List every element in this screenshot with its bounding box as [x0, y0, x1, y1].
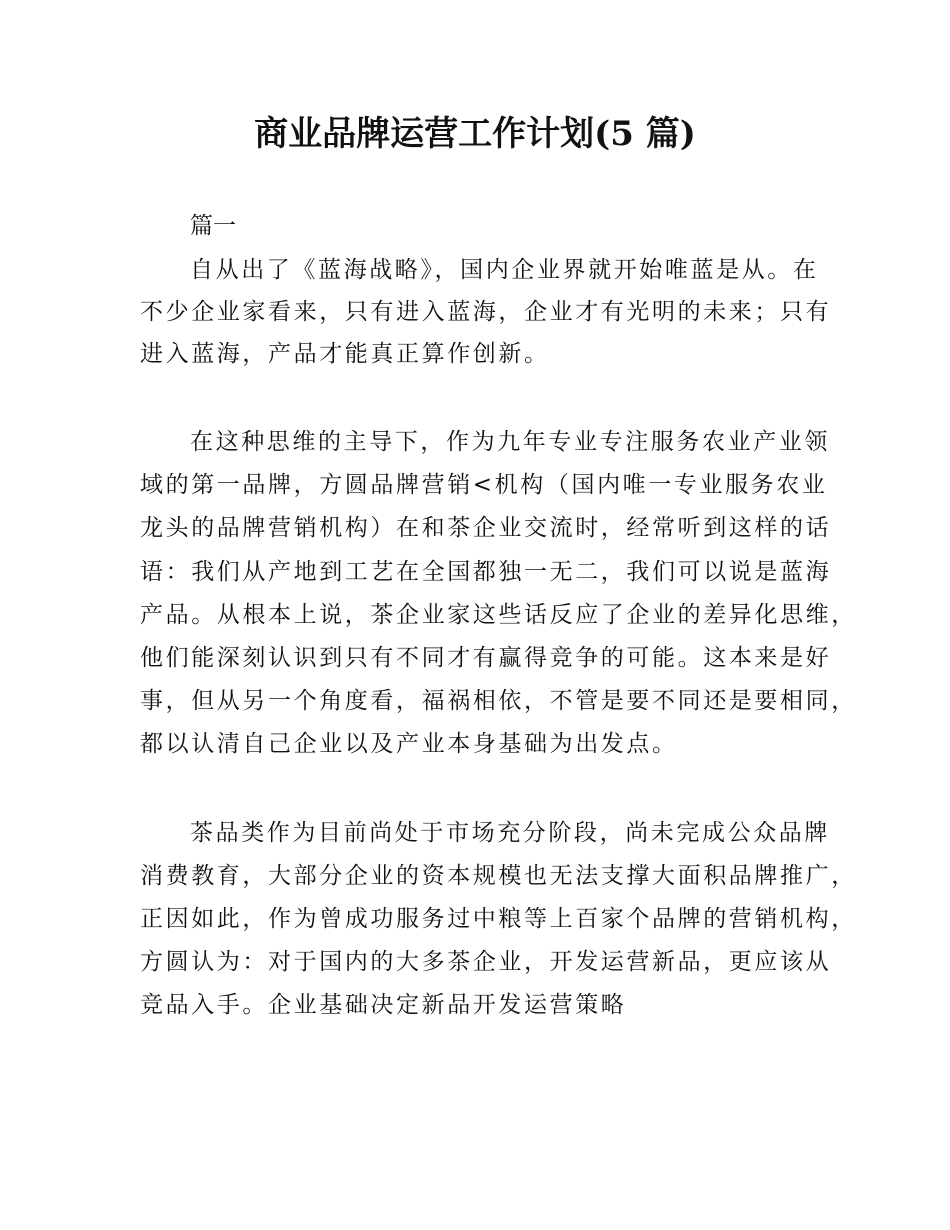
paragraph-line: 茶品类作为目前尚处于市场充分阶段，尚未完成公众品牌: [190, 820, 830, 846]
paragraph-line: 自从出了《蓝海战略》，国内企业界就开始唯蓝是从。在: [190, 257, 819, 283]
paragraph-line: 事，但从另一个角度看，福祸相依，不管是要不同还是要相同，: [140, 688, 857, 714]
paragraph-line: 竞品入手。企业基础决定新品开发运营策略: [140, 992, 627, 1018]
paragraph-line: 正因如此，作为曾成功服务过中粮等上百家个品牌的营销机构，: [140, 906, 857, 932]
paragraph-line: 都以认清自己企业以及产业本身基础为出发点。: [140, 731, 678, 757]
paragraph-line: 在这种思维的主导下，作为九年专业专注服务农业产业领: [190, 429, 830, 455]
document-title: 商业品牌运营工作计划(5 篇): [254, 114, 696, 154]
paragraph-line: 龙头的品牌营销机构）在和茶企业交流时，经常听到这样的话: [140, 515, 832, 541]
paragraph-line: 进入蓝海，产品才能真正算作创新。: [140, 341, 550, 367]
paragraph-line: 产品。从根本上说，茶企业家这些话反应了企业的差异化思维，: [140, 602, 857, 628]
paragraph-line: 方圆认为：对于国内的大多茶企业，开发运营新品，更应该从: [140, 949, 832, 975]
paragraph-line: 语：我们从产地到工艺在全国都独一无二，我们可以说是蓝海: [140, 559, 832, 585]
paragraph-line: 他们能深刻认识到只有不同才有赢得竞争的可能。这本来是好: [140, 645, 832, 671]
paragraph-line: 域的第一品牌，方圆品牌营销<机构（国内唯一专业服务农业: [140, 472, 828, 498]
paragraph-line: 消费教育，大部分企业的资本规模也无法支撑大面积品牌推广，: [140, 863, 857, 889]
section-label: 篇一: [190, 213, 236, 239]
paragraph-line: 不少企业家看来，只有进入蓝海，企业才有光明的未来；只有: [140, 299, 832, 325]
